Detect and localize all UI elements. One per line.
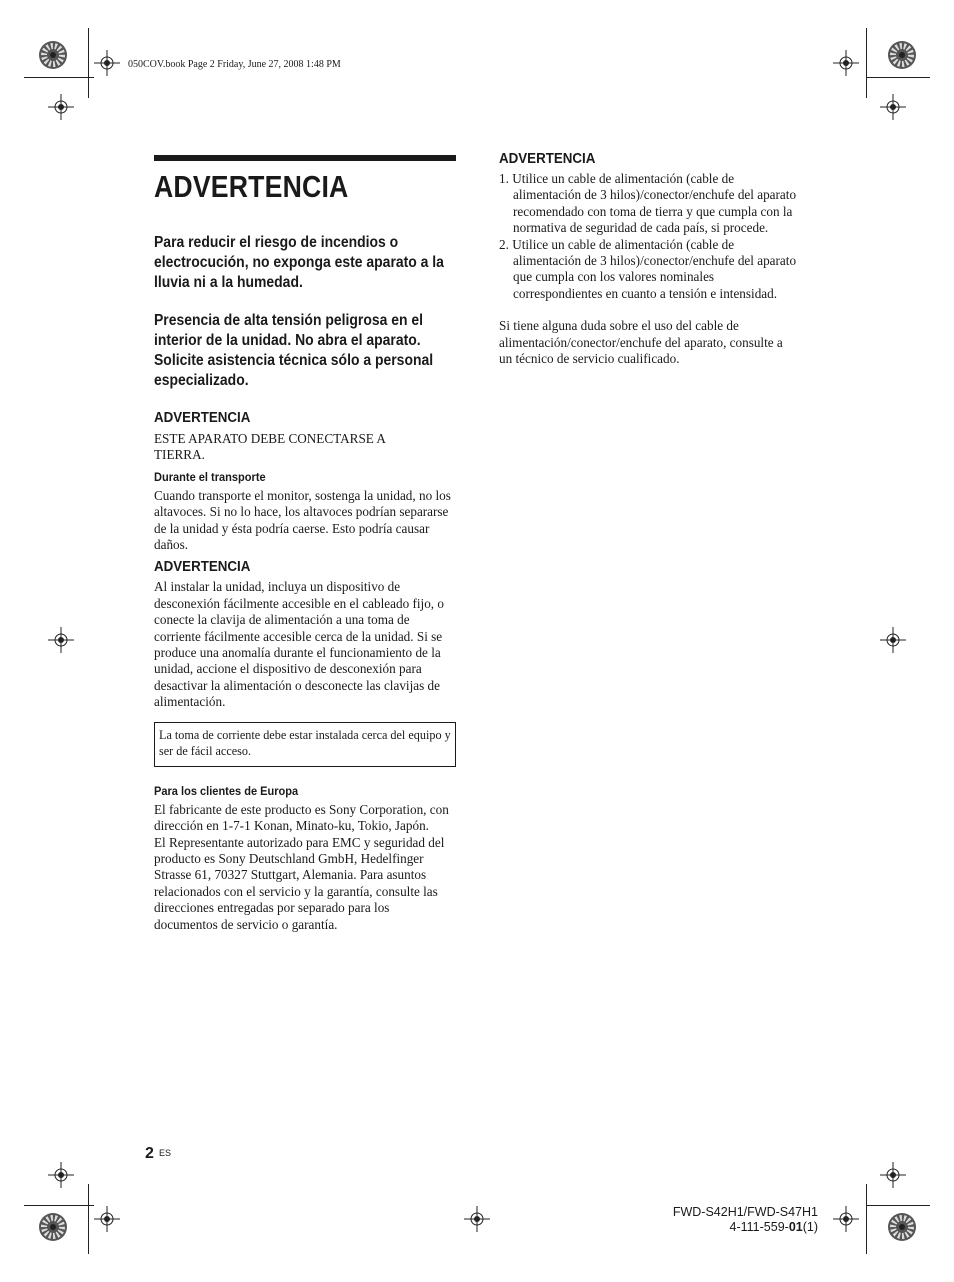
model-number: FWD-S42H1/FWD-S47H1: [672, 1205, 818, 1219]
crop-mark: [866, 28, 867, 98]
registration-mark-icon: [464, 1206, 490, 1232]
title-rule: [154, 155, 456, 161]
cable-note: Si tiene alguna duda sobre el uso del cable de alimentación/conector/enchufe del aparato, consulte a un técnico de servicio cualificado.: [499, 318, 783, 367]
color-target-icon: [38, 1212, 68, 1242]
crop-mark: [24, 77, 94, 78]
registration-mark-icon: [880, 94, 906, 120]
list-item: 2. Utilice un cable de alimentación (cable de alimentación de 3 hilos)/conector/enchufe del aparato que cumpla con los valores nominales correspondientes en cuanto a tensión e intensidad.: [499, 236, 797, 301]
page-number: 2: [145, 1145, 154, 1162]
registration-mark-icon: [48, 627, 74, 653]
model-info: [660, 1205, 818, 1235]
representative-text: El Representante autorizado para EMC y seguridad del producto es Sony Deutschland GmbH, Hedelfinger Strasse 61, 70327 Stuttgart, Alemania. Para asuntos relacionados con el servicio y la garantía, consulte las direcciones entregadas por separado para los documentos de servicio o garantía.: [154, 834, 445, 932]
crop-mark: [24, 1205, 94, 1206]
registration-mark-icon: [833, 50, 859, 76]
warning-fire: Para reducir el riesgo de incendios o electrocución, no exponga este aparato a la lluvia ni a la humedad.: [154, 234, 444, 291]
page-language: ES: [159, 1148, 172, 1158]
disconnect-text: Al instalar la unidad, incluya un dispositivo de desconexión fácilmente accesible en el cableado fijo, o conecte la clavija de alimentación a una toma de corriente fácilmente accesible cerca de la unidad. Si se produce una anomalía durante el funcionamiento de la unidad, accione el dispositivo de desconexión para desactivar la alimentación o desconecte las clavijas de alimentación.: [154, 579, 444, 710]
crop-mark: [88, 1184, 89, 1254]
crop-mark: [866, 1184, 867, 1254]
color-target-icon: [887, 1212, 917, 1242]
part-number: 4-111-559-01(1): [729, 1220, 818, 1234]
color-target-icon: [887, 40, 917, 70]
warning-voltage: Presencia de alta tensión peligrosa en el interior de la unidad. No abra el aparato. Solicite asistencia técnica sólo a personal especializado.: [154, 312, 434, 389]
left-column: [154, 155, 456, 933]
registration-mark-icon: [94, 1206, 120, 1232]
crop-mark: [866, 1205, 930, 1206]
grounding-text: ESTE APARATO DEBE CONECTARSE A TIERRA.: [154, 431, 386, 463]
registration-mark-icon: [48, 94, 74, 120]
registration-mark-icon: [880, 627, 906, 653]
manufacturer-text: El fabricante de este producto es Sony Corporation, con dirección en 1-7-1 Konan, Minato-ku, Tokio, Japón.: [154, 801, 449, 834]
registration-mark-icon: [94, 50, 120, 76]
color-target-icon: [38, 40, 68, 70]
notice-box: La toma de corriente debe estar instalada cerca del equipo y ser de fácil acceso.: [154, 722, 456, 767]
europe-heading: Para los clientes de Europa: [154, 783, 299, 798]
registration-mark-icon: [833, 1206, 859, 1232]
print-info: 050COV.book Page 2 Friday, June 27, 2008 1:48 PM: [128, 59, 341, 70]
crop-mark: [866, 77, 930, 78]
list-item: 1. Utilice un cable de alimentación (cable de alimentación de 3 hilos)/conector/enchufe del aparato recomendado con toma de tierra y que cumpla con la normativa de seguridad de cada país, si procede.: [499, 171, 797, 236]
transport-text: Cuando transporte el monitor, sostenga la unidad, no los altavoces. Si no lo hace, los altavoces podrían separarse de la unidad y ésta podría caerse. Esto podría causar daños.: [154, 487, 451, 553]
registration-mark-icon: [880, 1162, 906, 1188]
page-title: ADVERTENCIA: [154, 169, 349, 204]
section-heading: ADVERTENCIA: [154, 559, 251, 576]
registration-mark-icon: [48, 1162, 74, 1188]
section-heading: ADVERTENCIA: [499, 151, 596, 167]
right-column: [499, 150, 799, 367]
transport-heading: Durante el transporte: [154, 469, 266, 484]
section-heading: ADVERTENCIA: [154, 410, 251, 426]
crop-mark: [88, 28, 89, 98]
